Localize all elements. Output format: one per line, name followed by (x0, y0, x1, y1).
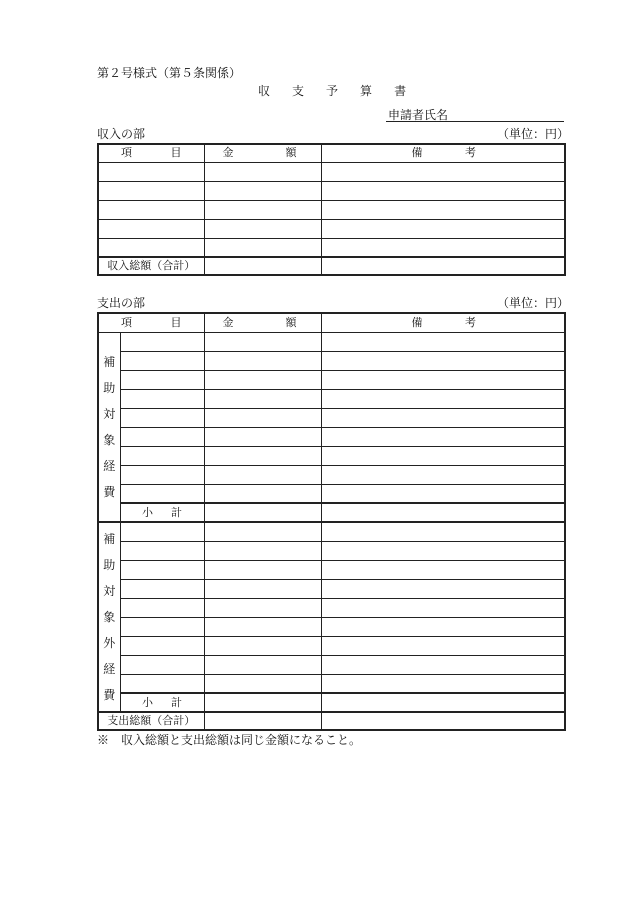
expense-total-note-cell[interactable] (321, 712, 565, 730)
subtotal-row (98, 503, 565, 522)
expense-amount-cell[interactable] (204, 560, 321, 579)
income-note-cell[interactable] (321, 162, 565, 181)
expense-header-note: 備 考 (321, 313, 565, 332)
applicant-name-label: 申請者氏名 (388, 108, 449, 122)
expense-unit-label: （単位：円） (497, 296, 570, 310)
expense-note-cell[interactable] (321, 579, 565, 598)
expense-amount-cell[interactable] (204, 332, 321, 351)
expense-amount-cell[interactable] (204, 427, 321, 446)
expense-item-cell[interactable] (120, 332, 204, 351)
subtotal-note-cell[interactable] (321, 693, 565, 712)
subtotal-amount-cell[interactable] (204, 503, 321, 522)
expense-row (98, 389, 565, 408)
income-row (98, 162, 565, 181)
expense-note-cell[interactable] (321, 332, 565, 351)
income-total-row (98, 257, 565, 275)
expense-amount-cell[interactable] (204, 446, 321, 465)
expense-row (98, 560, 565, 579)
title-char: 収 (258, 84, 271, 98)
expense-note-cell[interactable] (321, 351, 565, 370)
expense-section-label: 支出の部 (97, 296, 146, 310)
expense-item-cell[interactable] (120, 560, 204, 579)
group-subsidy-eligible-label: 補 助 対 象 経 費 (98, 332, 120, 522)
title-char: 支 (292, 84, 305, 98)
expense-item-cell[interactable] (120, 389, 204, 408)
expense-row (98, 598, 565, 617)
expense-row (98, 579, 565, 598)
title-char: 算 (360, 84, 373, 98)
expense-item-cell[interactable] (120, 408, 204, 427)
income-section-label: 収入の部 (97, 127, 146, 141)
subtotal-amount-cell[interactable] (204, 693, 321, 712)
income-row (98, 238, 565, 257)
expense-amount-cell[interactable] (204, 465, 321, 484)
expense-item-cell[interactable] (120, 617, 204, 636)
expense-item-cell[interactable] (120, 465, 204, 484)
income-row (98, 200, 565, 219)
expense-amount-cell[interactable] (204, 655, 321, 674)
income-item-cell[interactable] (98, 181, 204, 200)
expense-amount-cell[interactable] (204, 389, 321, 408)
expense-row (98, 427, 565, 446)
income-header-item: 項 目 (98, 144, 204, 162)
expense-amount-cell[interactable] (204, 484, 321, 503)
income-note-cell[interactable] (321, 219, 565, 238)
expense-note-cell[interactable] (321, 617, 565, 636)
expense-amount-cell[interactable] (204, 579, 321, 598)
expense-note-cell[interactable] (321, 674, 565, 693)
income-item-cell[interactable] (98, 219, 204, 238)
expense-row (98, 465, 565, 484)
income-total-note-cell[interactable] (321, 257, 565, 275)
expense-row (98, 408, 565, 427)
expense-item-cell[interactable] (120, 541, 204, 560)
income-row (98, 181, 565, 200)
subtotal-label: 小 計 (120, 503, 204, 522)
expense-amount-cell[interactable] (204, 617, 321, 636)
income-row (98, 219, 565, 238)
expense-row (98, 617, 565, 636)
expense-amount-cell[interactable] (204, 351, 321, 370)
expense-item-cell[interactable] (120, 427, 204, 446)
expense-note-cell[interactable] (321, 389, 565, 408)
expense-amount-cell[interactable] (204, 408, 321, 427)
expense-amount-cell[interactable] (204, 522, 321, 541)
income-amount-cell[interactable] (204, 162, 321, 181)
expense-amount-cell[interactable] (204, 598, 321, 617)
expense-amount-cell[interactable] (204, 541, 321, 560)
expense-note-cell[interactable] (321, 408, 565, 427)
title-char: 書 (394, 84, 407, 98)
footnote: ※ 収入総額と支出総額は同じ金額になること。 (97, 733, 362, 747)
expense-item-cell[interactable] (120, 674, 204, 693)
applicant-name-line[interactable] (386, 121, 564, 122)
title-char: 予 (326, 84, 339, 98)
expense-amount-cell[interactable] (204, 674, 321, 693)
expense-note-cell[interactable] (321, 465, 565, 484)
income-amount-cell[interactable] (204, 181, 321, 200)
expense-row (98, 636, 565, 655)
subtotal-note-cell[interactable] (321, 503, 565, 522)
income-unit-label: （単位：円） (497, 127, 570, 141)
expense-total-row (98, 712, 565, 730)
income-note-cell[interactable] (321, 200, 565, 219)
expense-total-amount-cell[interactable] (204, 712, 321, 730)
expense-amount-cell[interactable] (204, 636, 321, 655)
document-title (258, 84, 406, 98)
income-header-row (98, 144, 565, 162)
expense-header-amount: 金 額 (204, 313, 321, 332)
expense-note-cell[interactable] (321, 541, 565, 560)
expense-row (98, 541, 565, 560)
income-table (97, 143, 566, 276)
expense-note-cell[interactable] (321, 636, 565, 655)
expense-note-cell[interactable] (321, 446, 565, 465)
income-total-label: 収入総額（合計） (98, 257, 204, 275)
expense-table (97, 312, 566, 731)
income-total-amount-cell[interactable] (204, 257, 321, 275)
expense-note-cell[interactable] (321, 484, 565, 503)
expense-row (98, 370, 565, 389)
expense-note-cell[interactable] (321, 427, 565, 446)
expense-row (98, 446, 565, 465)
subtotal-row (98, 693, 565, 712)
expense-amount-cell[interactable] (204, 370, 321, 389)
income-amount-cell[interactable] (204, 238, 321, 257)
expense-header-item: 項 目 (98, 313, 204, 332)
expense-note-cell[interactable] (321, 560, 565, 579)
expense-item-cell[interactable] (120, 370, 204, 389)
income-item-cell[interactable] (98, 238, 204, 257)
expense-note-cell[interactable] (321, 598, 565, 617)
subtotal-label: 小 計 (120, 693, 204, 712)
expense-total-label: 支出総額（合計） (98, 712, 204, 730)
income-item-cell[interactable] (98, 200, 204, 219)
expense-row (98, 655, 565, 674)
income-header-note: 備 考 (321, 144, 565, 162)
expense-row (98, 484, 565, 503)
form-number: 第２号様式（第５条関係） (97, 66, 242, 80)
income-item-cell[interactable] (98, 162, 204, 181)
expense-item-cell[interactable] (120, 598, 204, 617)
expense-item-cell[interactable] (120, 655, 204, 674)
expense-item-cell[interactable] (120, 351, 204, 370)
expense-note-cell[interactable] (321, 655, 565, 674)
income-note-cell[interactable] (321, 238, 565, 257)
income-amount-cell[interactable] (204, 219, 321, 238)
expense-note-cell[interactable] (321, 370, 565, 389)
expense-item-cell[interactable] (120, 579, 204, 598)
expense-item-cell[interactable] (120, 484, 204, 503)
expense-item-cell[interactable] (120, 446, 204, 465)
income-note-cell[interactable] (321, 181, 565, 200)
expense-row (98, 351, 565, 370)
expense-item-cell[interactable] (120, 522, 204, 541)
expense-item-cell[interactable] (120, 636, 204, 655)
income-amount-cell[interactable] (204, 200, 321, 219)
expense-note-cell[interactable] (321, 522, 565, 541)
expense-row (98, 332, 565, 351)
expense-row (98, 674, 565, 693)
expense-row (98, 522, 565, 541)
group-subsidy-ineligible-label: 補 助 対 象 外 経 費 (98, 522, 120, 712)
income-header-amount: 金 額 (204, 144, 321, 162)
expense-header-row (98, 313, 565, 332)
